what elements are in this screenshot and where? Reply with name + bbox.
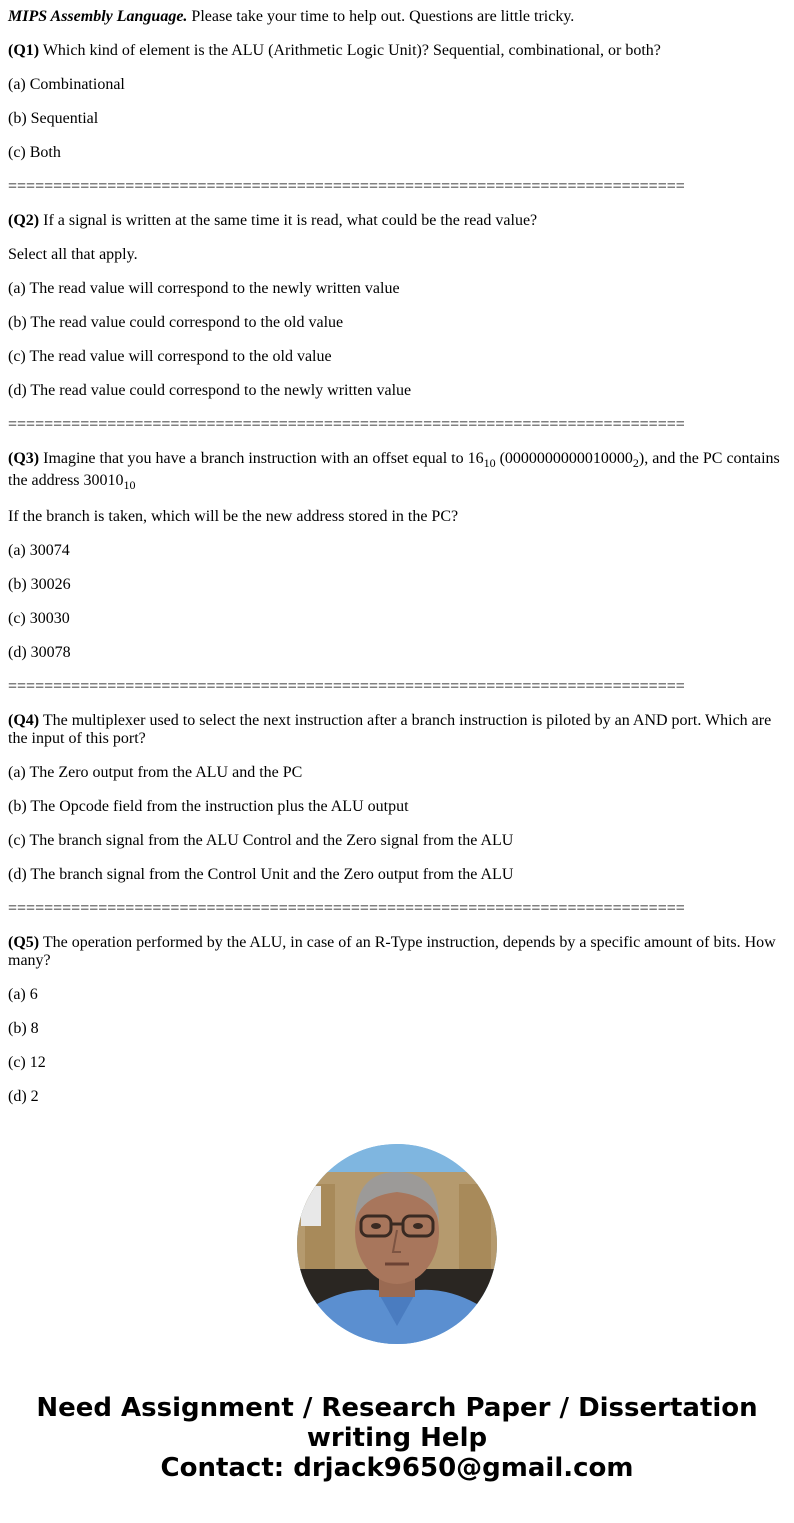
- question-4-text: The multiplexer used to select the next instruction after a branch instruction is piloted by an AND port. Which are the input of this port?: [8, 712, 772, 747]
- tutor-photo: [297, 1144, 497, 1344]
- question-5: [8, 934, 786, 970]
- question-3-option-d: (d) 30078: [8, 644, 71, 661]
- question-5-option-d: (d) 2: [8, 1088, 39, 1105]
- question-3-subscript-base2: 2: [632, 456, 639, 470]
- question-3-subscript-base10-address: 10: [123, 478, 136, 492]
- question-5-option-c: (c) 12: [8, 1054, 46, 1071]
- question-3-subscript-base10: 10: [483, 456, 496, 470]
- question-4-option-a: (a) The Zero output from the ALU and the PC: [8, 764, 303, 781]
- question-2-note: Select all that apply.: [8, 246, 138, 263]
- question-3-option-c: (c) 30030: [8, 610, 70, 627]
- question-1-text: Which kind of element is the ALU (Arithmetic Logic Unit)? Sequential, combinational, or both?: [39, 42, 661, 59]
- question-2-label: (Q2): [8, 212, 40, 229]
- question-4-option-d: (d) The branch signal from the Control Unit and the Zero output from the ALU: [8, 866, 514, 883]
- intro-text: Please take your time to help out. Questions are little tricky.: [187, 8, 575, 25]
- question-1-option-b: (b) Sequential: [8, 110, 99, 127]
- question-3-text-part3: ), and the PC contains the address 30010: [8, 450, 780, 489]
- promo-headline: Need Assignment / Research Paper / Dissertation writing Help: [36, 1393, 758, 1453]
- question-3: [8, 448, 786, 492]
- question-4-option-c: (c) The branch signal from the ALU Control and the Zero signal from the ALU: [8, 832, 514, 849]
- question-2-text: If a signal is written at the same time it is read, what could be the read value?: [39, 212, 538, 229]
- question-2: [8, 212, 786, 230]
- intro-paragraph: [8, 8, 786, 26]
- separator: ===========================================================================: [8, 678, 685, 695]
- question-3-text-part1: Imagine that you have a branch instruction with an offset equal to 16: [39, 450, 484, 467]
- question-1-label: (Q1): [8, 42, 40, 59]
- question-4: [8, 712, 786, 748]
- question-5-option-a: (a) 6: [8, 986, 38, 1003]
- question-3-label: (Q3): [8, 450, 40, 467]
- question-3-option-a: (a) 30074: [8, 542, 70, 559]
- separator: ===========================================================================: [8, 178, 685, 195]
- separator: ===========================================================================: [8, 416, 685, 433]
- question-1-option-a: (a) Combinational: [8, 76, 125, 93]
- intro-title: MIPS Assembly Language.: [8, 8, 188, 25]
- question-3-text-part2: (0000000000010000: [495, 450, 633, 467]
- promo-contact: Contact: drjack9650@gmail.com: [160, 1453, 634, 1483]
- question-1: [8, 42, 786, 60]
- photo-container: [0, 1144, 794, 1344]
- question-5-text: The operation performed by the ALU, in case of an R-Type instruction, depends by a specific amount of bits. How many?: [8, 934, 776, 969]
- portrait-illustration: [297, 1144, 497, 1344]
- question-4-label: (Q4): [8, 712, 40, 729]
- question-2-option-b: (b) The read value could correspond to the old value: [8, 314, 344, 331]
- question-1-option-c: (c) Both: [8, 144, 61, 161]
- question-3-note: If the branch is taken, which will be the new address stored in the PC?: [8, 508, 459, 525]
- question-3-option-b: (b) 30026: [8, 576, 71, 593]
- question-2-option-a: (a) The read value will correspond to the newly written value: [8, 280, 400, 297]
- question-2-option-c: (c) The read value will correspond to the old value: [8, 348, 332, 365]
- promo-footer: [0, 1393, 794, 1483]
- question-2-option-d: (d) The read value could correspond to the newly written value: [8, 382, 412, 399]
- question-5-option-b: (b) 8: [8, 1020, 39, 1037]
- separator: ===========================================================================: [8, 900, 685, 917]
- question-4-option-b: (b) The Opcode field from the instruction plus the ALU output: [8, 798, 409, 815]
- question-5-label: (Q5): [8, 934, 40, 951]
